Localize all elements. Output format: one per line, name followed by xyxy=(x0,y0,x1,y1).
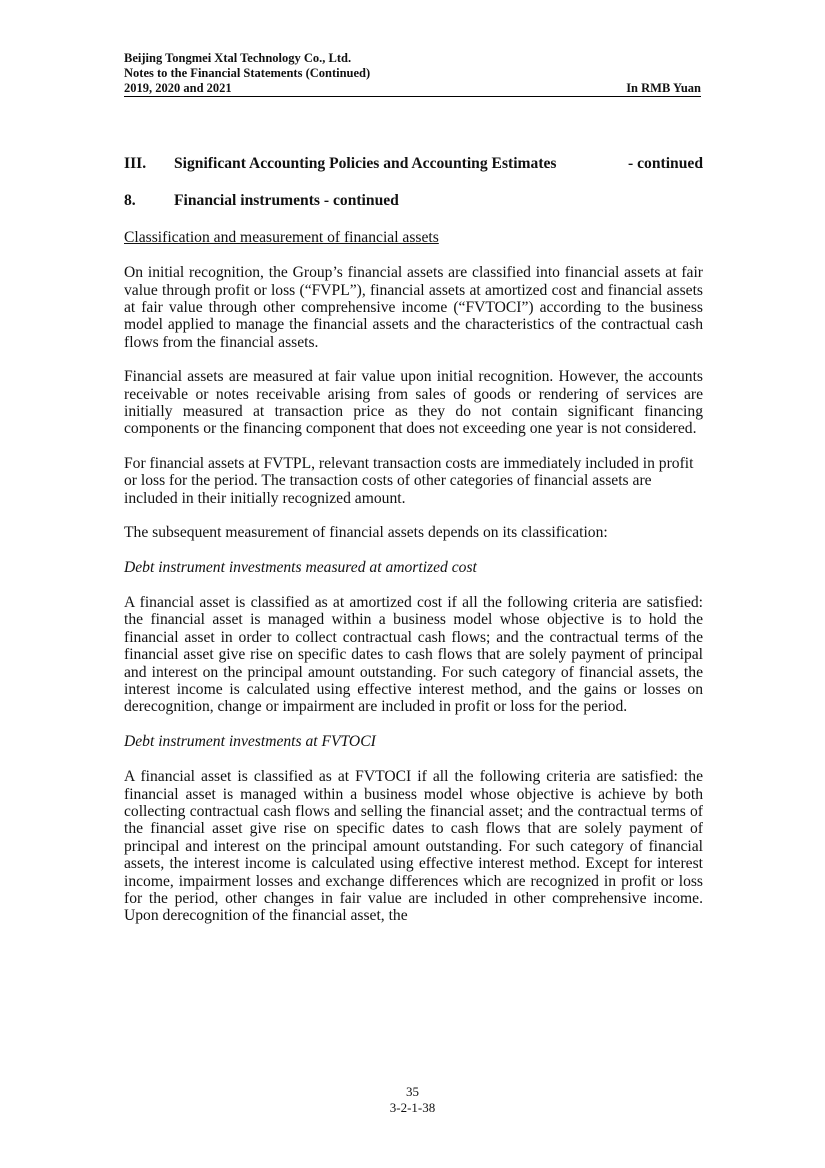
section-title: Significant Accounting Policies and Accounting Estimates xyxy=(174,155,557,172)
document-subtitle: Notes to the Financial Statements (Continued) xyxy=(124,66,371,80)
fvtoci-heading: Debt instrument investments at FVTOCI xyxy=(124,732,376,750)
paragraph-amortized-cost: A financial asset is classified as at amortized cost if all the following criteria are satisfied: the financial asset is managed within a business model whose objective is to hold the financial asset in order to collect contractual cash flows; and the contractual terms of the financial asset give rise on specific dates to cash flows that are solely payment of principal and interest on the principal amount outstanding. For such category of financial assets, the interest income is calculated using effective interest method, and the gains or losses on derecognition, change or impairment are included in profit or loss for the period. xyxy=(124,593,703,716)
document-reference: 3-2-1-38 xyxy=(389,1100,436,1115)
header-rule-row xyxy=(124,81,701,97)
classification-heading: Classification and measurement of financial assets xyxy=(124,228,439,246)
page-body xyxy=(124,155,703,942)
page-number: 35 xyxy=(406,1084,419,1099)
section-number: III. xyxy=(124,155,147,172)
subsection-heading xyxy=(124,192,703,209)
company-name: Beijing Tongmei Xtal Technology Co., Ltd. xyxy=(124,51,352,65)
section-heading xyxy=(124,155,703,172)
paragraph-subsequent-measurement: The subsequent measurement of financial assets depends on its classification: xyxy=(124,524,608,542)
paragraph-fvtoci: A financial asset is classified as at FVTOCI if all the following criteria are satisfied: the financial asset is managed within a business model whose objective is achieve by both collecting contractual cash flows and selling the financial asset; and the contractual terms of the financial asset give rise on specific dates to cash flows that are solely payment of principal and interest on the principal amount outstanding. For such category of financial assets, the interest income is calculated using effective interest method. Except for interest income, impairment losses and exchange differences which are recognized in profit or loss for the period, other changes in fair value are included in other comprehensive income. Upon derecognition of the financial asset, the xyxy=(124,768,703,925)
subsection-title: Financial instruments - continued xyxy=(174,192,399,210)
currency-unit: In RMB Yuan xyxy=(626,81,701,95)
paragraph-fair-value-measurement: Financial assets are measured at fair value upon initial recognition. However, the accounts receivable or notes receivable arising from sales of goods or rendering of services are initially measured at transaction price as they do not contain significant financing components or the financing component that does not exceeding one year is not considered. xyxy=(124,368,703,438)
section-continued: - continued xyxy=(628,155,703,172)
paragraph-initial-recognition: On initial recognition, the Group’s financial assets are classified into financial assets at fair value through profit or loss (“FVPL”), financial assets at amortized cost and financial assets at fair value through other comprehensive income (“FVTOCI”) according to the business model applied to manage the financial assets and the characteristics of the contractual cash flows from the financial assets. xyxy=(124,264,703,351)
paragraph-transaction-costs: For financial assets at FVTPL, relevant transaction costs are immediately included in profit or loss for the period. The transaction costs of other categories of financial assets are included in their initially recognized amount. xyxy=(124,454,694,507)
amortized-cost-heading: Debt instrument investments measured at amortized cost xyxy=(124,558,477,576)
subsection-number: 8. xyxy=(124,192,136,210)
reporting-years: 2019, 2020 and 2021 xyxy=(124,81,232,95)
page-header xyxy=(124,51,701,97)
page-footer xyxy=(0,1084,825,1116)
